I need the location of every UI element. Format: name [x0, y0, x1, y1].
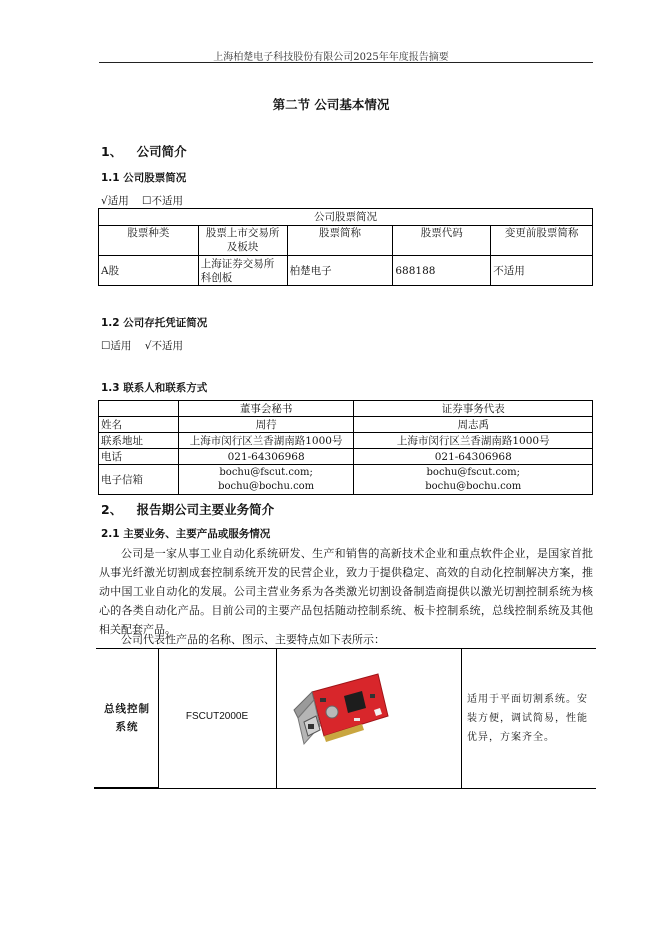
contact-table-header: 董事会秘书 — [178, 401, 354, 417]
contact-table-header: 证券事务代表 — [354, 401, 593, 417]
applicable-option: √适用 — [101, 195, 129, 207]
section-title: 第二节 公司基本情况 — [272, 97, 390, 112]
product-table-divider — [461, 648, 462, 788]
stock-table-caption: 公司股票简况 — [99, 209, 593, 226]
contact-cell: 021-64306968 — [178, 449, 354, 465]
email-line: bochu@bochu.com — [425, 480, 522, 492]
contact-row-label: 电子信箱 — [99, 465, 179, 495]
stock-applicability-options — [101, 193, 193, 208]
section-1-heading — [101, 142, 187, 160]
contact-row-label: 电话 — [99, 449, 179, 465]
email-line: bochu@bochu.com — [218, 480, 315, 492]
stock-table-header: 股票种类 — [99, 226, 199, 256]
contact-cell: 021-64306968 — [354, 449, 593, 465]
section-2-title: 报告期公司主要业务简介 — [136, 502, 275, 517]
section-1-title: 公司简介 — [136, 144, 187, 159]
email-line: bochu@fscut.com; — [426, 466, 520, 478]
contact-cell: 上海市闵行区兰香湖南路1000号 — [354, 433, 593, 449]
subsection-1-2-title: 1.2 公司存托凭证简况 — [101, 317, 208, 329]
stock-table-cell: 上海证券交易所科创板 — [198, 256, 287, 286]
stock-table-cell: A股 — [99, 256, 199, 286]
product-model: FSCUT2000E — [185, 711, 249, 722]
not-applicable-option: ☐不适用 — [142, 195, 183, 207]
contact-email-cell — [354, 465, 593, 495]
stock-table-header: 变更前股票简称 — [491, 226, 593, 256]
header-divider — [99, 62, 593, 63]
stock-table-header: 股票代码 — [393, 226, 491, 256]
subsection-1-1-title: 1.1 公司股票简况 — [101, 172, 187, 184]
stock-table-cell: 不适用 — [491, 256, 593, 286]
section-2-heading — [101, 500, 274, 518]
contact-table-header — [99, 401, 179, 417]
contact-table — [98, 400, 593, 495]
contact-row-label: 联系地址 — [99, 433, 179, 449]
product-table-bottom-accent — [94, 787, 158, 789]
product-description: 适用于平面切割系统。安装方便，调试简易，性能优异，方案齐全。 — [467, 694, 588, 743]
product-table-divider — [276, 648, 277, 788]
contact-email-cell — [178, 465, 354, 495]
product-category: 总线控制系统 — [104, 703, 150, 733]
subsection-1-3-title: 1.3 联系人和联系方式 — [101, 382, 208, 394]
product-card-image — [290, 672, 392, 764]
section-2-number: 2、 — [101, 502, 123, 517]
product-intro: 公司代表性产品的名称、图示、主要特点如下表所示： — [121, 633, 385, 646]
email-line: bochu@fscut.com; — [219, 466, 313, 478]
stock-table-cell: 688188 — [393, 256, 491, 286]
depositary-applicability-options — [101, 338, 193, 353]
product-table-top-border — [96, 648, 596, 649]
stock-table-header: 股票简称 — [287, 226, 393, 256]
applicable-option: ☐适用 — [101, 340, 132, 352]
subsection-2-1-title: 2.1 主要业务、主要产品或服务情况 — [101, 528, 271, 540]
page-header: 上海柏楚电子科技股份有限公司2025年年度报告摘要 — [213, 52, 449, 63]
contact-row-label: 姓名 — [99, 417, 179, 433]
section-1-number: 1、 — [101, 144, 123, 159]
business-paragraph: 公司是一家从事工业自动化系统研发、生产和销售的高新技术企业和重点软件企业，是国家首批从事光纤激光切割成套控制系统开发的民营企业，致力于提供稳定、高效的自动化控制解决方案，推动中国工业自动化的发展。公司主营业务系为各类激光切割设备制造商提供以激光切割控制系统为核心的各类自动化产品。目前公司的主要产品包括随动控制系统、板卡控制系统，总线控制系统及其他相关配套产品。 — [99, 547, 593, 636]
contact-cell: 周荇 — [178, 417, 354, 433]
contact-cell: 周志禹 — [354, 417, 593, 433]
not-applicable-option: √不适用 — [144, 340, 183, 352]
stock-overview-table — [98, 208, 593, 286]
stock-table-header: 股票上市交易所及板块 — [198, 226, 287, 256]
product-table-divider — [158, 648, 159, 788]
product-table-bottom-border — [96, 788, 596, 789]
stock-table-cell: 柏楚电子 — [287, 256, 393, 286]
contact-cell: 上海市闵行区兰香湖南路1000号 — [178, 433, 354, 449]
